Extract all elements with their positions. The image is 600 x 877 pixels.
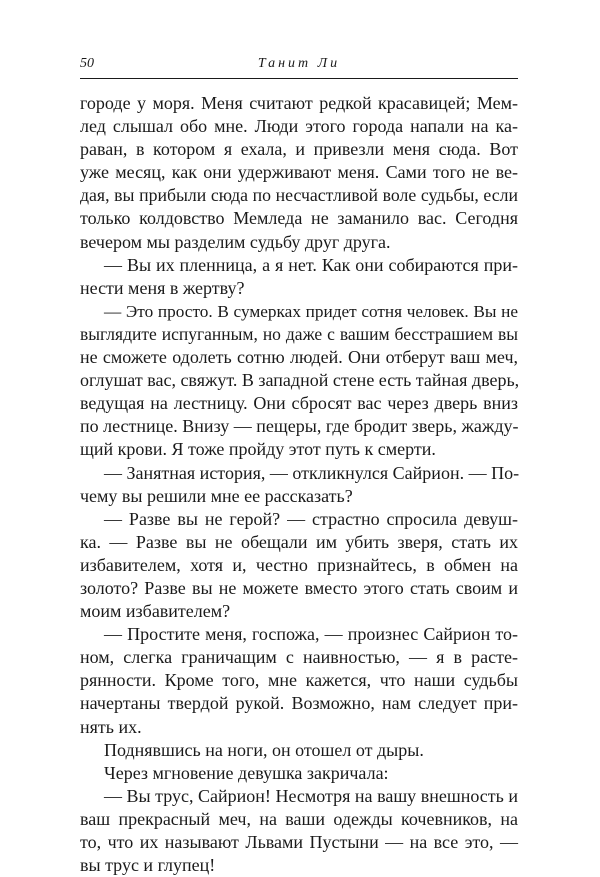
text-line: щий крови. Я тоже пройду этот путь к смерти. (80, 439, 436, 460)
text-line: — Вы трус, Сайрион! Несмотря на вашу внешность и (104, 785, 518, 806)
text-line: раван, в котором я ехала, и привезли меня сюда. Вот (80, 139, 518, 160)
text-line: Через мгновение девушка закричала: (104, 762, 389, 783)
text-line: нять их. (80, 716, 142, 737)
text-line: вечером мы разделим судьбу друг друга. (80, 231, 391, 252)
text-line: рянности. Кроме того, мне кажется, что наши судьбы (80, 670, 518, 691)
body-text (80, 92, 518, 877)
text-line: — Занятная история, — откликнулся Сайрион. — По- (104, 462, 520, 483)
text-line: чему вы решили мне ее рассказать? (80, 485, 353, 506)
text-line: городе у моря. Меня считают редкой красавицей; Мем- (80, 93, 518, 113)
text-line: то, что их называют Львами Пустыни — на все это, — (80, 832, 518, 852)
text-line: начертаны твердой рукой. Возможно, нам следует при- (80, 693, 518, 714)
text-line: выглядите испуганным, но даже с вашим бесстрашием вы (80, 323, 518, 344)
text-line: вы трус и глупец! (80, 855, 216, 876)
running-head: Танит Ли (257, 56, 341, 71)
page-header (80, 56, 518, 76)
text-line: уже месяц, как они удерживают меня. Сами того не ве- (80, 162, 518, 183)
text-line: ведущая на лестницу. Они сбросят вас через дверь вниз (80, 393, 518, 414)
text-line: нести меня в жертву? (80, 277, 245, 298)
text-line: Поднявшись на ноги, он отошел от дыры. (104, 739, 424, 760)
text-line: не сможете одолеть сотню людей. Они отберут ваш меч, (80, 347, 518, 368)
text-line: ка. — Разве вы не обещали им убить зверя, стать их (80, 531, 518, 552)
text-line: ваш прекрасный меч, на ваши одежды кочевников, на (80, 808, 518, 829)
text-line: моим избавителем? (80, 601, 231, 622)
page-number: 50 (80, 56, 94, 71)
text-line: — Это просто. В сумерках придет сотня человек. Вы не (104, 301, 518, 321)
text-line: лед слышал обо мне. Люди этого города напали на ка- (80, 116, 518, 137)
text-line: по лестнице. Внизу — пещеры, где бродит зверь, жажду- (80, 416, 519, 437)
text-line: только колдовство Мемледа не заманило вас. Сегодня (80, 208, 518, 229)
text-line: избавителем, хотя и, честно признайтесь, в обмен на (80, 554, 518, 575)
text-line: дая, вы прибыли сюда по несчастливой воле судьбы, если (80, 185, 518, 206)
text-line: оглушат вас, свяжут. В западной стене есть тайная дверь, (80, 370, 520, 391)
header-rule (80, 78, 518, 79)
text-line: — Простите меня, госпожа, — произнес Сайрион то- (104, 624, 518, 645)
text-line: — Вы их пленница, а я нет. Как они собираются при- (104, 254, 518, 275)
text-line: — Разве вы не герой? — страстно спросила девуш- (104, 508, 518, 529)
text-line: ном, слегка граничащим с наивностью, — я в расте- (80, 647, 518, 668)
text-line: золото? Разве вы не можете вместо этого стать своим и (80, 577, 518, 598)
